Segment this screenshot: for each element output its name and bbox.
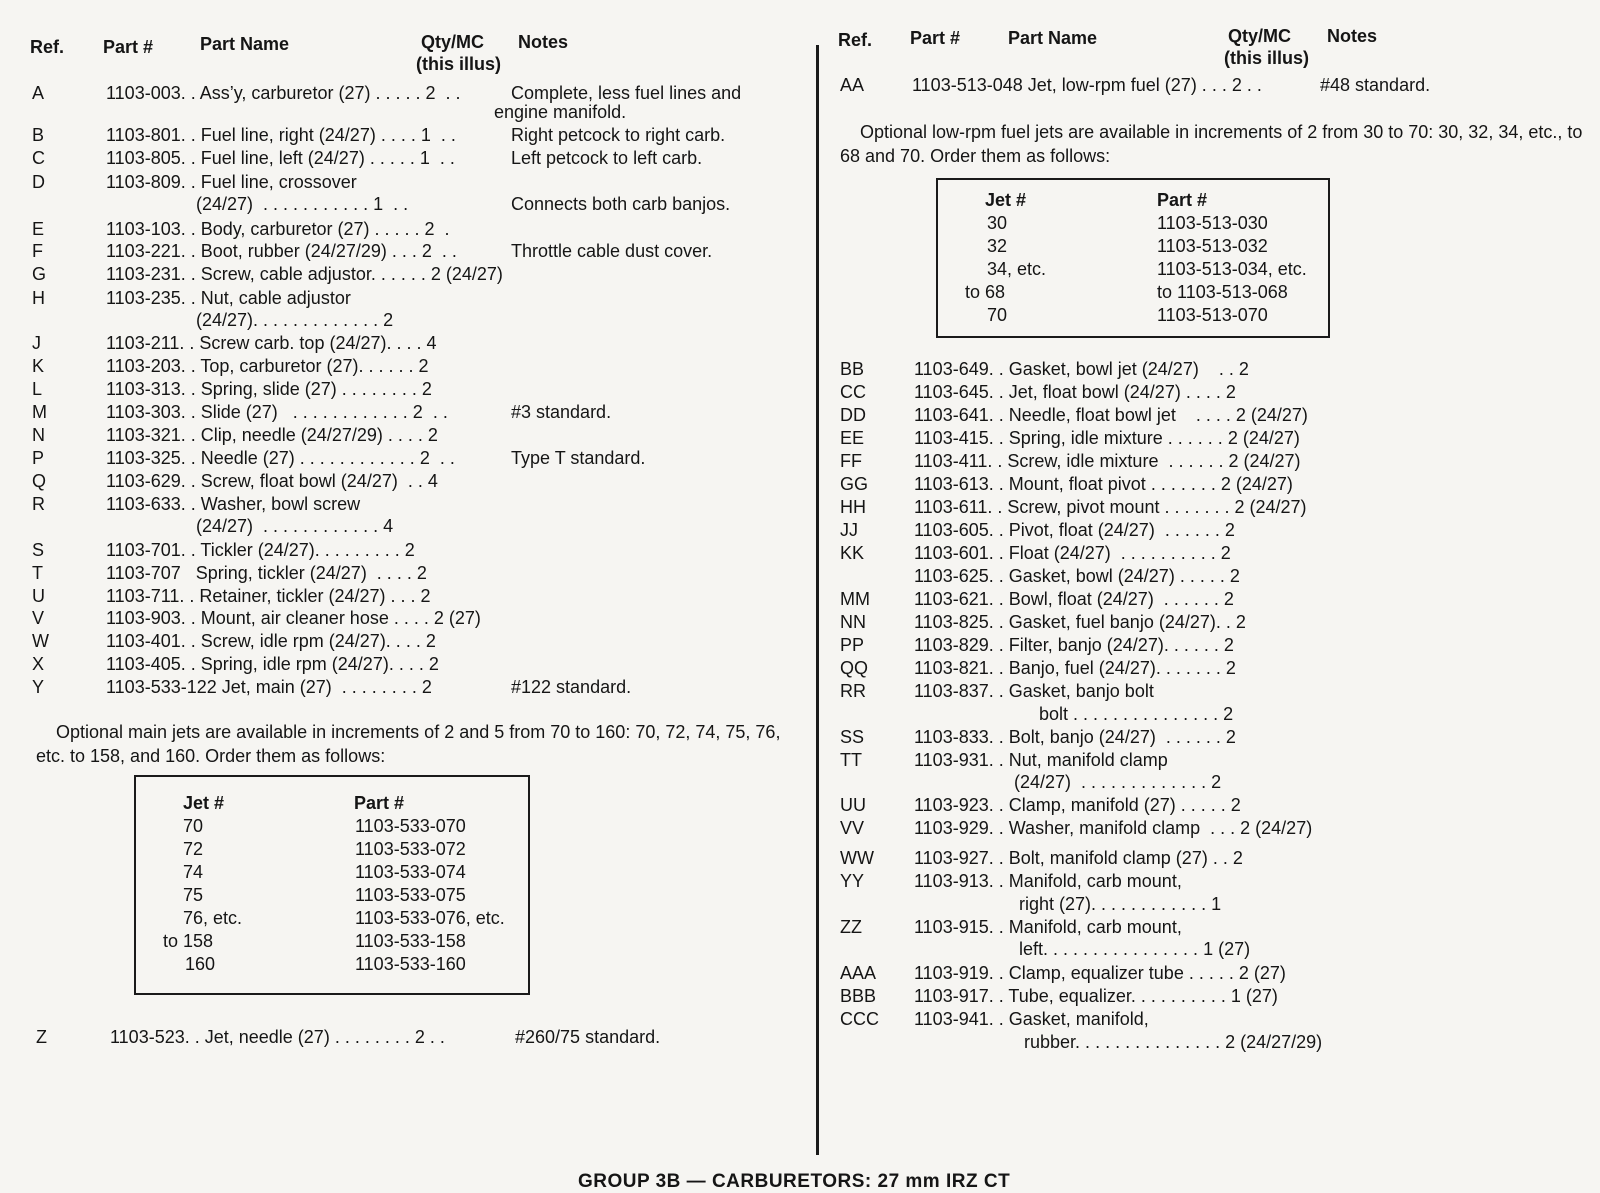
ref-letter: CCC xyxy=(840,1009,879,1029)
ref-letter: D xyxy=(32,172,45,192)
part-entry: 1103-625. . Gasket, bowl (24/27) . . . . . 2 xyxy=(914,566,1240,586)
ref-letter: G xyxy=(32,264,47,284)
jet-part-number: 1103-513-032 xyxy=(1157,236,1268,256)
jet-size: to 68 xyxy=(965,282,1006,302)
jet-part-number: 1103-513-070 xyxy=(1157,305,1268,325)
ref-letter: J xyxy=(32,333,41,353)
part-entry: 1103-927. . Bolt, manifold clamp (27) . . 2 xyxy=(914,848,1243,868)
part-entry: 1103-621. . Bowl, float (24/27) . . . . . . 2 xyxy=(914,589,1234,609)
part-entry: 1103-221. . Boot, rubber (24/27/29) . . . 2 . . xyxy=(106,241,457,261)
jet-size: 72 xyxy=(183,839,204,859)
part-entry: 1103-605. . Pivot, float (24/27) . . . . . . 2 xyxy=(914,520,1235,540)
ref-letter: L xyxy=(32,379,43,399)
qty-header: Qty/MC xyxy=(421,32,484,52)
notes-header: Notes xyxy=(518,32,569,52)
ref-letter: ZZ xyxy=(840,917,862,937)
part-note: Complete, less fuel lines and xyxy=(511,83,742,103)
part-entry: (24/27) . . . . . . . . . . . 1 . . xyxy=(106,194,409,214)
part-entry: 1103-701. . Tickler (24/27). . . . . . . . . 2 xyxy=(106,540,415,560)
part-number-header: Part # xyxy=(103,37,154,57)
ref-letter: Q xyxy=(32,471,47,491)
part-entry: 1103-235. . Nut, cable adjustor xyxy=(106,288,351,308)
part-entry: 1103-533-122 Jet, main (27) . . . . . . . . 2 xyxy=(106,677,432,697)
ref-letter: F xyxy=(32,241,43,261)
right-optional-jets-paragraph: Optional low-rpm fuel jets are available in increments of 2 from 30 to 70: 30, 32, 34, etc., to 68 and 70. Order them as follows: xyxy=(840,122,1583,166)
jet-part-number: 1103-533-075 xyxy=(355,885,466,905)
ref-letter: S xyxy=(32,540,45,560)
part-entry: rubber. . . . . . . . . . . . . . . 2 (24/27/29) xyxy=(914,1032,1323,1052)
ref-letter: V xyxy=(32,608,45,628)
part-note: Left petcock to left carb. xyxy=(511,148,703,168)
part-entry: 1103-649. . Gasket, bowl jet (24/27) . . 2 xyxy=(914,359,1249,379)
part-entry: 1103-837. . Gasket, banjo bolt xyxy=(914,681,1154,701)
ref-letter: FF xyxy=(840,451,862,471)
part-note: #3 standard. xyxy=(511,402,612,422)
ref-letter: GG xyxy=(840,474,869,494)
part-entry: 1103-641. . Needle, float bowl jet . . . . 2 (24/27) xyxy=(914,405,1308,425)
jet-size: 32 xyxy=(987,236,1008,256)
part-entry: 1103-325. . Needle (27) . . . . . . . . . . . . 2 . . xyxy=(106,448,455,468)
jet-size: 160 xyxy=(185,954,216,974)
part-entry: 1103-919. . Clamp, equalizer tube . . . . . 2 (27) xyxy=(914,963,1286,983)
ref-letter: E xyxy=(32,219,45,239)
part-entry: 1103-231. . Screw, cable adjustor. . . . . . 2 (24/27) xyxy=(106,264,503,284)
part-entry: 1103-601. . Float (24/27) . . . . . . . . . . 2 xyxy=(914,543,1231,563)
part-entry: 1103-633. . Washer, bowl screw xyxy=(106,494,361,514)
ref-letter: X xyxy=(32,654,45,674)
part-entry: 1103-913. . Manifold, carb mount, xyxy=(914,871,1182,891)
part-entry: 1103-513-048 Jet, low-rpm fuel (27) . . . 2 . . xyxy=(912,75,1262,95)
part-entry: 1103-645. . Jet, float bowl (24/27) . . . . 2 xyxy=(914,382,1236,402)
part-column-header: Part # xyxy=(354,793,405,813)
jet-part-number: 1103-533-074 xyxy=(355,862,466,882)
part-entry: 1103-003. . Ass’y, carburetor (27) . . . . . 2 . . xyxy=(106,83,461,103)
part-entry: 1103-821. . Banjo, fuel (24/27). . . . . . . 2 xyxy=(914,658,1236,678)
ref-letter: T xyxy=(32,563,43,583)
part-entry: 1103-711. . Retainer, tickler (24/27) . . . 2 xyxy=(106,586,431,606)
part-entry: (24/27) . . . . . . . . . . . . 4 xyxy=(106,516,394,536)
part-note: Type T standard. xyxy=(511,448,646,468)
part-name-header: Part Name xyxy=(200,34,290,54)
ref-letter: H xyxy=(32,288,45,308)
jet-part-number: 1103-513-030 xyxy=(1157,213,1268,233)
part-entry: 1103-523. . Jet, needle (27) . . . . . . . . 2 . . xyxy=(110,1027,445,1047)
ref-letter: QQ xyxy=(840,658,869,678)
part-entry: 1103-805. . Fuel line, left (24/27) . . . . . 1 . . xyxy=(106,148,455,168)
ref-letter: P xyxy=(32,448,45,468)
ref-letter: YY xyxy=(840,871,865,891)
jet-part-number: 1103-533-072 xyxy=(355,839,466,859)
ref-letter: Y xyxy=(32,677,45,697)
ref-letter: K xyxy=(32,356,45,376)
part-entry: 1103-707 Spring, tickler (24/27) . . . . 2 xyxy=(106,563,427,583)
ref-letter: JJ xyxy=(840,520,858,540)
part-entry: 1103-941. . Gasket, manifold, xyxy=(914,1009,1149,1029)
ref-letter: N xyxy=(32,425,45,445)
jet-size: 75 xyxy=(183,885,204,905)
jet-column-header: Jet # xyxy=(985,190,1027,210)
ref-letter: KK xyxy=(840,543,865,563)
ref-letter: EE xyxy=(840,428,865,448)
part-entry: 1103-825. . Gasket, fuel banjo (24/27). . 2 xyxy=(914,612,1246,632)
part-entry: 1103-211. . Screw carb. top (24/27). . . . 4 xyxy=(106,333,437,353)
part-entry: right (27). . . . . . . . . . . . 1 xyxy=(914,894,1222,914)
ref-header: Ref. xyxy=(30,37,65,57)
part-entry: 1103-401. . Screw, idle rpm (24/27). . . . 2 xyxy=(106,631,436,651)
ref-letter: RR xyxy=(840,681,866,701)
ref-letter: VV xyxy=(840,818,865,838)
page-footer-title: GROUP 3B — CARBURETORS: 27 mm IRZ CT xyxy=(578,1171,1011,1192)
ref-letter: MM xyxy=(840,589,870,609)
ref-letter: C xyxy=(32,148,45,168)
ref-letter: W xyxy=(32,631,49,651)
ref-letter: CC xyxy=(840,382,866,402)
jet-size: 30 xyxy=(987,213,1008,233)
ref-letter: M xyxy=(32,402,47,422)
notes-header: Notes xyxy=(1327,26,1378,46)
part-entry: 1103-917. . Tube, equalizer. . . . . . . . . . 1 (27) xyxy=(914,986,1278,1006)
ref-letter: HH xyxy=(840,497,866,517)
column-divider xyxy=(816,45,819,1155)
ref-letter: UU xyxy=(840,795,866,815)
part-entry: 1103-103. . Body, carburetor (27) . . . . . 2 . xyxy=(106,219,450,239)
jet-size: 34, etc. xyxy=(987,259,1047,279)
part-entry: 1103-611. . Screw, pivot mount . . . . . . . 2 (24/27) xyxy=(914,497,1307,517)
jet-part-number: 1103-533-076, etc. xyxy=(355,908,505,928)
part-number-header: Part # xyxy=(910,28,961,48)
ref-letter: Z xyxy=(36,1027,47,1047)
part-entry: 1103-203. . Top, carburetor (27). . . . . . 2 xyxy=(106,356,429,376)
part-entry: 1103-915. . Manifold, carb mount, xyxy=(914,917,1182,937)
qty-header: Qty/MC xyxy=(1228,26,1291,46)
part-note: Connects both carb banjos. xyxy=(511,194,731,214)
ref-letter: AA xyxy=(840,75,865,95)
part-entry: 1103-929. . Washer, manifold clamp . . . 2 (24/27) xyxy=(914,818,1313,838)
part-column-header: Part # xyxy=(1157,190,1208,210)
part-note: Right petcock to right carb. xyxy=(511,125,726,145)
part-entry: 1103-833. . Bolt, banjo (24/27) . . . . . . 2 xyxy=(914,727,1236,747)
part-entry: 1103-931. . Nut, manifold clamp xyxy=(914,750,1168,770)
jet-size: to 158 xyxy=(163,931,214,951)
jet-size: 70 xyxy=(987,305,1008,325)
ref-letter: A xyxy=(32,83,45,103)
ref-letter: B xyxy=(32,125,45,145)
part-note: #48 standard. xyxy=(1320,75,1431,95)
part-entry: (24/27) . . . . . . . . . . . . . 2 xyxy=(914,772,1222,792)
part-name-header: Part Name xyxy=(1008,28,1098,48)
part-entry: 1103-923. . Clamp, manifold (27) . . . . . 2 xyxy=(914,795,1241,815)
ref-letter: U xyxy=(32,586,45,606)
ref-header: Ref. xyxy=(838,30,873,50)
part-entry: 1103-313. . Spring, slide (27) . . . . . . . . 2 xyxy=(106,379,432,399)
jet-size: 74 xyxy=(183,862,204,882)
jet-part-number: 1103-533-160 xyxy=(355,954,466,974)
part-note: #260/75 standard. xyxy=(515,1027,661,1047)
part-entry: 1103-411. . Screw, idle mixture . . . . . . 2 (24/27) xyxy=(914,451,1301,471)
jet-part-number: 1103-533-070 xyxy=(355,816,466,836)
ref-letter: DD xyxy=(840,405,866,425)
part-entry: 1103-405. . Spring, idle rpm (24/27). . . . 2 xyxy=(106,654,439,674)
part-entry: (24/27). . . . . . . . . . . . . 2 xyxy=(106,310,394,330)
jet-part-number: 1103-513-034, etc. xyxy=(1157,259,1307,279)
part-note: Throttle cable dust cover. xyxy=(511,241,713,261)
ref-letter: BB xyxy=(840,359,865,379)
part-entry: left. . . . . . . . . . . . . . . . 1 (27) xyxy=(914,939,1251,959)
jet-size: 70 xyxy=(183,816,204,836)
part-entry: 1103-629. . Screw, float bowl (24/27) . . 4 xyxy=(106,471,438,491)
ref-letter: AAA xyxy=(840,963,877,983)
ref-letter: SS xyxy=(840,727,865,747)
qty-subheader: (this illus) xyxy=(1224,48,1309,68)
ref-letter: WW xyxy=(840,848,874,868)
ref-letter: R xyxy=(32,494,45,514)
part-note: #122 standard. xyxy=(511,677,632,697)
part-note: engine manifold. xyxy=(494,102,627,122)
main-jet-table xyxy=(134,775,530,995)
jet-size: 76, etc. xyxy=(183,908,243,928)
part-entry: 1103-809. . Fuel line, crossover xyxy=(106,172,357,192)
part-entry: 1103-903. . Mount, air cleaner hose . . . . 2 (27) xyxy=(106,608,481,628)
ref-letter: NN xyxy=(840,612,866,632)
part-entry: bolt . . . . . . . . . . . . . . . 2 xyxy=(914,704,1234,724)
jet-part-number: to 1103-513-068 xyxy=(1157,282,1288,302)
jet-part-number: 1103-533-158 xyxy=(355,931,466,951)
low-rpm-jet-table xyxy=(936,178,1330,338)
ref-letter: PP xyxy=(840,635,865,655)
part-entry: 1103-321. . Clip, needle (24/27/29) . . . . 2 xyxy=(106,425,438,445)
part-entry: 1103-829. . Filter, banjo (24/27). . . . . . 2 xyxy=(914,635,1234,655)
ref-letter: TT xyxy=(840,750,862,770)
jet-column-header: Jet # xyxy=(183,793,225,813)
part-entry: 1103-801. . Fuel line, right (24/27) . . . . 1 . . xyxy=(106,125,456,145)
part-entry: 1103-613. . Mount, float pivot . . . . . . . 2 (24/27) xyxy=(914,474,1293,494)
part-entry: 1103-303. . Slide (27) . . . . . . . . . . . . 2 . . xyxy=(106,402,448,422)
left-optional-jets-paragraph: Optional main jets are available in increments of 2 and 5 from 70 to 160: 70, 72, 74, 75, 76, etc. to 158, and 160. Order them as follows: xyxy=(36,722,781,766)
qty-subheader: (this illus) xyxy=(416,54,501,74)
ref-letter: BBB xyxy=(840,986,877,1006)
part-entry: 1103-415. . Spring, idle mixture . . . . . . 2 (24/27) xyxy=(914,428,1300,448)
